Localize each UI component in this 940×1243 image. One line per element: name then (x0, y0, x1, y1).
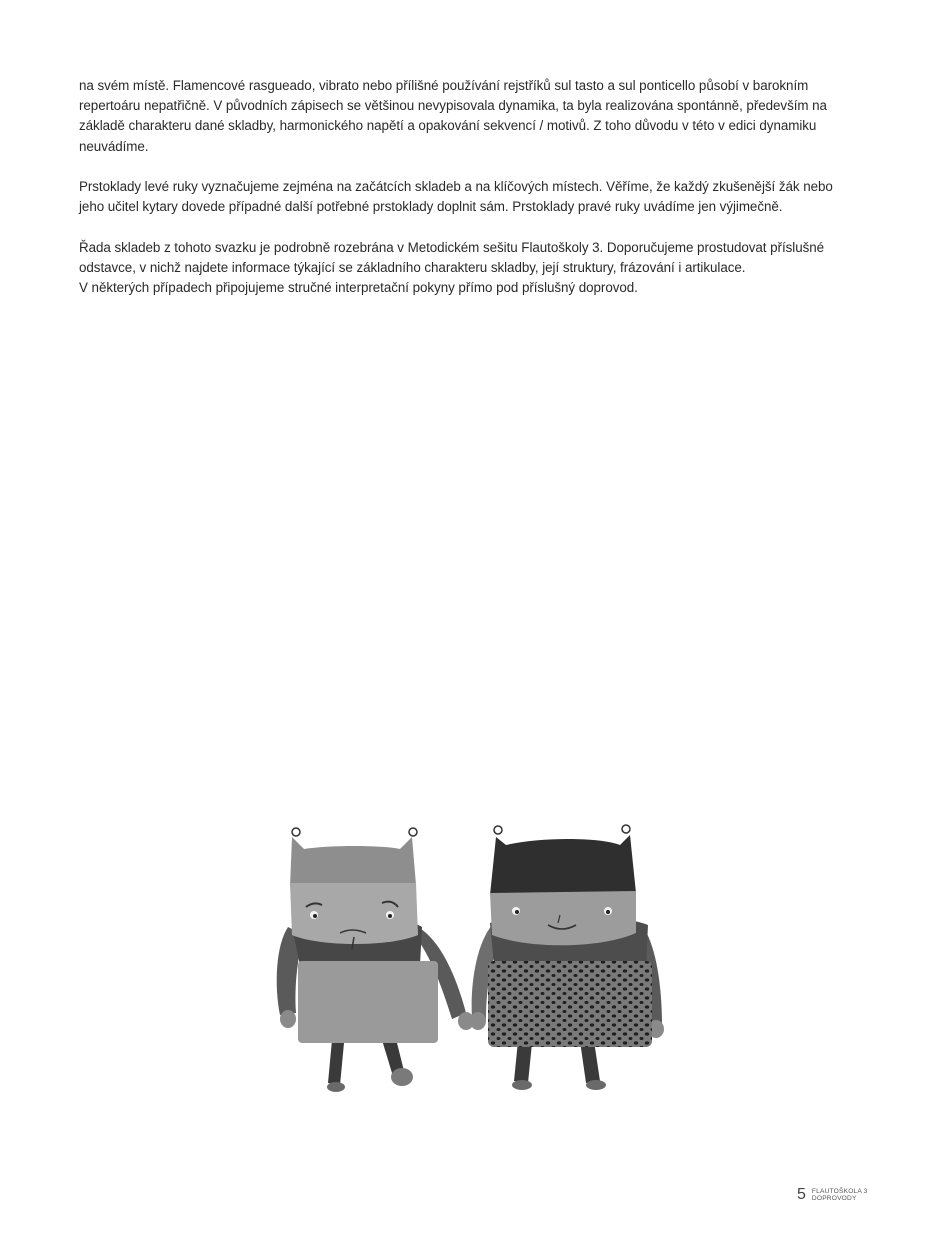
paragraph-3 (79, 238, 869, 299)
page-number: 5 (797, 1186, 806, 1203)
left-child-figure (277, 828, 474, 1092)
text-line: základě charakteru dané skladby, harmonického napětí a opakování sekvencí / motivů. Z toho důvodu v této v edici dynamiku (79, 118, 817, 134)
two-children-illustration (270, 815, 680, 1105)
text-line: Prstoklady levé ruky vyznačujeme zejména na začátcích skladeb a na klíčových místech. Věříme, že každý zkušenější žák nebo (79, 179, 833, 194)
text-line: na svém místě. Flamencové rasgueado, vibrato nebo přílišné používání rejstříků sul tasto a sul ponticello působí v barokním (79, 78, 809, 93)
body-text (79, 76, 869, 298)
paragraph-1 (79, 76, 869, 157)
paragraph-2 (79, 177, 869, 217)
page-footer (797, 1184, 868, 1206)
text-line: Řada skladeb z tohoto svazku je podrobně rozebrána v Metodickém sešitu Flautoškoly 3. Doporučujeme prostudovat příslušné (79, 239, 825, 255)
volume-title: DOPROVODY (811, 1195, 857, 1202)
text-line: neuvádíme. (79, 138, 149, 154)
text-line: repertoáru nepatřičně. V původních zápisech se většinou nevypisovala dynamika, ta byla realizována spontánně, především na (79, 98, 827, 114)
series-title: FLAUTOŠKOLA 3 (811, 1188, 868, 1195)
right-child-figure (470, 825, 664, 1090)
footer-series-label (812, 1188, 868, 1202)
text-line: jeho učitel kytary dovede případné další potřebné prstoklady doplnit sám. Prstoklady pravé ruky uvádíme jen výjimečně. (79, 199, 783, 215)
text-line: V některých případech připojujeme stručné interpretační pokyny přímo pod příslušný doprovod. (79, 280, 638, 295)
text-line: odstavce, v nichž najdete informace týkající se základního charakteru skladby, její struktury, frázování i artikulace. (79, 259, 746, 275)
